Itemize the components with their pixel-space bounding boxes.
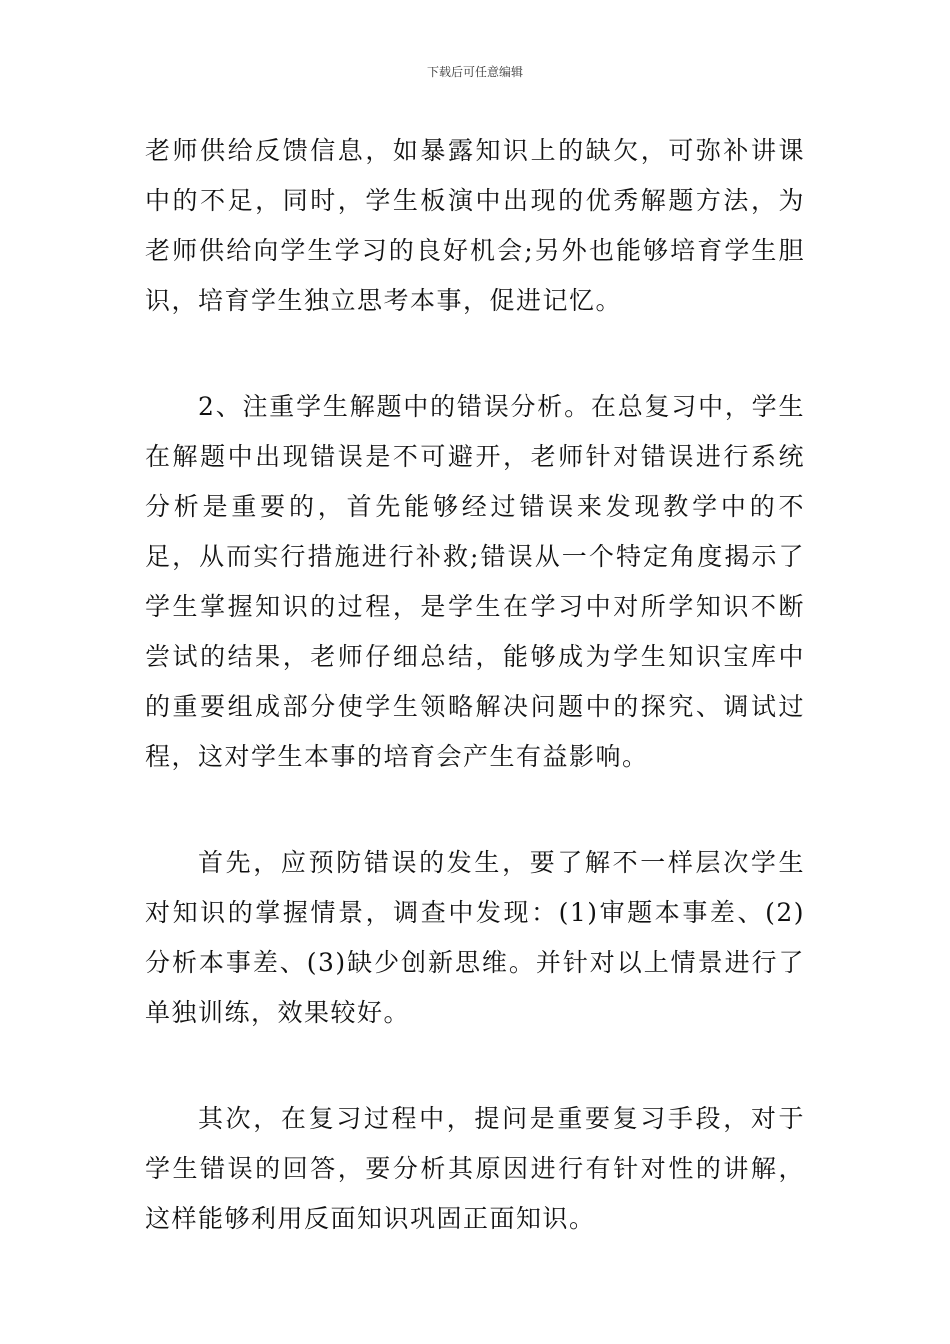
paragraph-1: 老师供给反馈信息，如暴露知识上的缺欠，可弥补讲课中的不足，同时，学生板演中出现的优秀解题方法，为老师供给向学生学习的良好机会;另外也能够培育学生胆识，培育学生独立思考本事，促进记忆。 [145, 136, 805, 315]
document-body [145, 126, 805, 1244]
paragraph-4: 其次，在复习过程中，提问是重要复习手段，对于学生错误的回答，要分析其原因进行有针对性的讲解，这样能够利用反面知识巩固正面知识。 [145, 1104, 805, 1233]
page-header: 下载后可任意编辑 [426, 65, 523, 79]
paragraph-3: 首先，应预防错误的发生，要了解不一样层次学生对知识的掌握情景，调查中发现：(1)审题本事差、(2)分析本事差、(3)缺少创新思维。并针对以上情景进行了单独训练，效果较好。 [145, 848, 805, 1027]
paragraph-2: 2、注重学生解题中的错误分析。在总复习中，学生在解题中出现错误是不可避开，老师针对错误进行系统分析是重要的，首先能够经过错误来发现教学中的不足，从而实行措施进行补救;错误从一个特定角度揭示了学生掌握知识的过程，是学生在学习中对所学知识不断尝试的结果，老师仔细总结，能够成为学生知识宝库中的重要组成部分使学生领略解决问题中的探究、调试过程，这对学生本事的培育会产生有益影响。 [145, 392, 805, 771]
